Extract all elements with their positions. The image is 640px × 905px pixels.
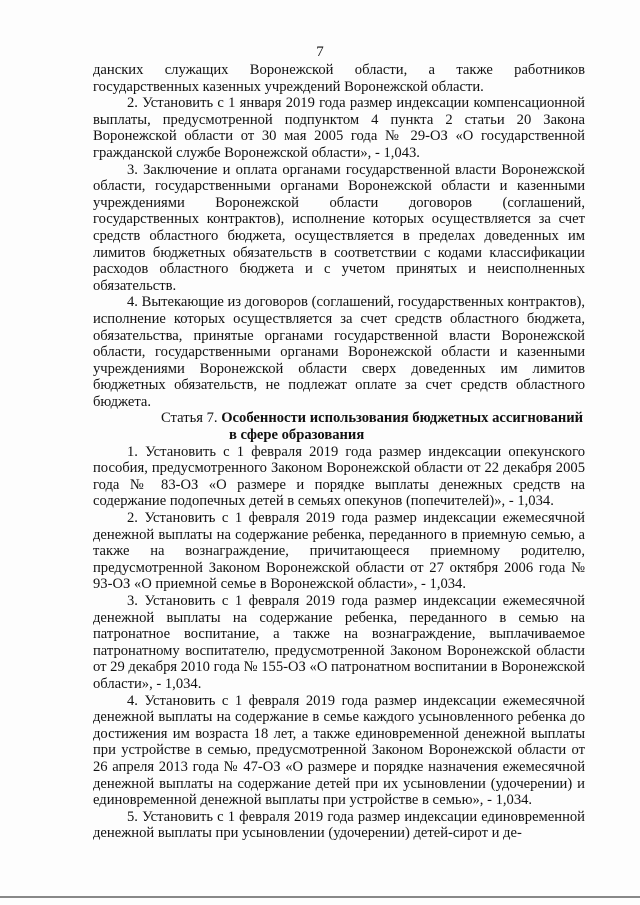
paragraph-2: 2. Установить с 1 января 2019 года размер индексации компенсационной выплаты, предусмотренной подпунктом 4 пункта 2 статьи 20 Закона Воронежской области от 30 мая 2005 года № 29-ОЗ «О государственной гражданской службе Воронежской области», - 1,043. [93, 95, 585, 161]
article-paragraph-2: 2. Установить с 1 февраля 2019 года размер индексации ежемесячной денежной выплаты на содержание ребенка, переданного в приемную семью, а также на вознаграждение, причитающееся приемному родителю, предусмотренной Законом Воронежской области от 27 октября 2006 года № 93-ОЗ «О приемной семье в Воронежской области», - 1,034. [93, 510, 585, 593]
article-heading [93, 410, 585, 443]
article-title-line-1: Особенности использования бюджетных ассигнований [221, 410, 584, 427]
article-paragraph-1: 1. Установить с 1 февраля 2019 года размер индексации опекунского пособия, предусмотренного Законом Воронежской области от 22 декабря 2005 года № 83-ОЗ «О размере и порядке выплаты денежных средств на содержание подопечных детей в семьях опекунов (попечителей)», - 1,034. [93, 443, 585, 510]
page-number: 7 [316, 44, 324, 60]
paragraph-4: 4. Вытекающие из договоров (соглашений, государственных контрактов), исполнение которых осуществляется за счет средств областного бюджета, обязательства, принятые органами государственной власти Воронежской области, государственными органами Воронежской области и казенными учреждениями Воронежской области сверх доведенных им лимитов бюджетных обязательств, не подлежат оплате за счет средств областного бюджета. [93, 294, 585, 410]
document-body [93, 62, 585, 842]
article-paragraph-4: 4. Установить с 1 февраля 2019 года размер индексации ежемесячной денежной выплаты на содержание в семье каждого усыновленного ребенка до достижения им возраста 18 лет, а также единовременной денежной выплаты при устройстве в семью, предусмотренной Законом Воронежской области от 26 апреля 2013 года № 47-ОЗ «О размере и порядке назначения ежемесячной денежной выплаты на содержание детей при их усыновлении (удочерении) и единовременной денежной выплаты при устройстве в семью», - 1,034. [93, 692, 585, 809]
article-label: Статья 7. [161, 410, 218, 427]
article-paragraph-5: 5. Установить с 1 февраля 2019 года размер индексации единовременной денежной выплаты при усыновлении (удочерении) детей-сирот и де- [93, 808, 585, 842]
scan-bottom-edge [0, 896, 640, 898]
article-paragraph-3: 3. Установить с 1 февраля 2019 года размер индексации ежемесячной денежной выплаты на содержание ребенка, переданного в семью на патронатное воспитание, а также на вознаграждение, выплачиваемое патронатному воспитателю, предусмотренной Законом Воронежской области от 29 декабря 2010 года № 155-ОЗ «О патронатном воспитании в Воронежской области», - 1,034. [93, 593, 585, 692]
paragraph-3: 3. Заключение и оплата органами государственной власти Воронежской области, государственными органами Воронежской области и казенными учреждениями Воронежской области договоров (соглашений, государственных контрактов), исполнение которых осуществляется за счет средств областного бюджета, осуществляется в пределах доведенных им лимитов бюджетных обязательств в соответствии с кодами классификации расходов областного бюджета и с учетом принятых и неисполненных обязательств. [93, 161, 585, 294]
article-title-line-2: в сфере образования [229, 427, 365, 444]
paragraph-continuation: данских служащих Воронежской области, а также работников государственных казенных учреждений Воронежской области. [93, 62, 585, 95]
